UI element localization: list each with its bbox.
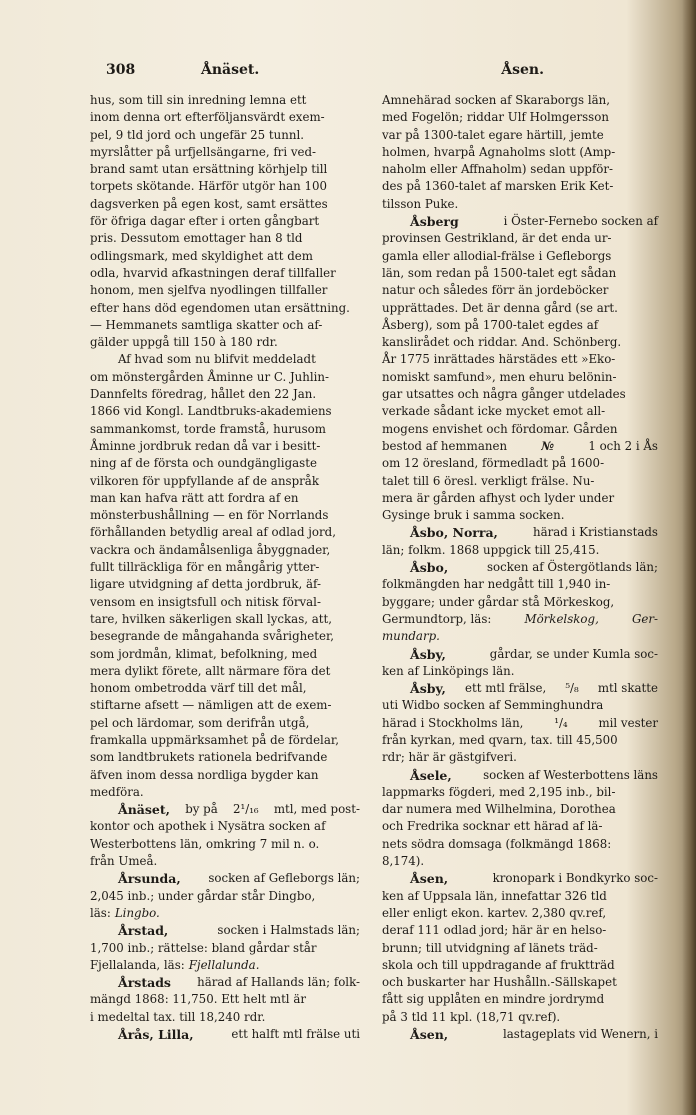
text-line: inom denna ort efterföljansvärdt exem- [90,110,325,125]
text-line: pris. Dessutom emottager han 8 tld [90,231,303,246]
entry-text: 1 och 2 i Ås [588,438,658,453]
text-line [90,957,360,974]
text-line: mönsterbushållning — en för Norrlands [90,508,329,523]
correction-italic: Lingbo. [114,905,160,920]
text-line: om mönstergården Åminne ur C. Juhlin- [90,369,329,384]
entry-text: mtl, med post- [273,802,360,817]
entry-text: Fjellalanda, läs: [90,957,185,972]
text-line: naholm eller Affnaholm) sedan uppför- [382,162,614,177]
text-line: tilsson Puke. [382,196,459,211]
text-line: talet till 6 öresl. verkligt frälse. Nu- [382,473,595,488]
correction-italic: Mörkelskog, [524,611,599,626]
entry-text: mtl skatte [597,681,658,696]
entry-headword: Åsby, [410,681,446,697]
text-line: mogens envishet och fördomar. Gården [382,421,618,436]
entry-arstad [90,922,360,939]
text-line: 2,045 inb.; under gårdar står Dingbo, [90,888,316,903]
text-line: nomiskt samfund», men ehuru belönin- [382,369,617,384]
entry-text: mil vester [598,715,658,730]
page-edge-shadow [682,0,696,1115]
entry-text: kronopark i Bondkyrko soc- [492,871,658,886]
entry-arsunda [90,870,360,887]
text-line: folkmängden har nedgått till 1,940 in- [382,577,611,592]
text-line: År 1775 inrättades härstädes ett »Eko- [382,352,616,367]
text-line: Åminne jordbruk redan då var i besitt- [90,438,321,453]
text-line: kanslirådet och riddar. And. Schönberg. [382,335,622,350]
fraction-value: ¹/₄ [554,715,568,730]
text-line: honom, men sjelfva nyodlingen tillfaller [90,283,328,298]
text-line: Westerbottens län, omkring 7 mil n. o. [90,836,320,851]
entry-text: i Öster-Fernebo socken af [503,214,658,229]
text-line: och buskarter har Hushålln.-Sällskapet [382,975,617,990]
text-line: kontor och apothek i Nysätra socken af [90,819,326,834]
text-line: holmen, hvarpå Agnaholms slott (Amp- [382,144,616,159]
text-line: stiftarne afsett — nämligen att de exem- [90,698,332,713]
text-line: man kan hafva rätt att fordra af en [90,490,299,505]
correction-italic: Fjellalunda. [188,957,260,972]
entry-text: lastageplats vid Wenern, i [502,1027,658,1042]
text-line: gar utsattes och några gånger utdelades [382,387,626,402]
text-line [382,611,658,628]
entry-headword: Årstad, [118,923,169,939]
entry-text: Germundtorp, läs: [382,611,492,626]
text-line: förhållanden betydlig areal af odlad jord, [90,525,336,540]
text-line: 1,700 inb.; rättelse: bland gårdar står [90,940,317,955]
entry-text: läs: [90,905,111,920]
text-line: fått sig upplåten en mindre jordrymd [382,992,605,1007]
entry-headword: Årstads [118,975,171,991]
entry-text: härad i Stockholms län, [382,715,524,730]
text-line: län, som redan på 1500-talet egt sådan [382,265,617,280]
text-line: gamla eller allodial-frälse i Gefleborgs [382,248,612,263]
text-line: fullt tillräckliga för en mångårig ytter- [90,560,320,575]
entry-text: bestod af hemmanen [382,438,508,453]
text-line: besegrande de mångahanda svårigheter, [90,629,335,644]
entry-headword: Årås, Lilla, [118,1027,194,1043]
text-line: odla, hvarvid afkastningen deraf tillfaller [90,265,336,280]
text-line [90,905,360,922]
entry-text: socken af Gefleborgs län; [208,871,360,886]
text-line: vilkoren för uppfyllande af de anspråk [90,473,319,488]
text-line: medföra. [90,784,144,799]
entry-asberg [382,213,658,230]
text-line: Amnehärad socken af Skaraborgs län, [382,93,611,107]
entry-headword: Ånäset, [118,802,171,818]
text-line: Dannfelts föredrag, hållet den 22 Jan. [90,387,317,402]
text-line: skola och till uppdragande af fruktträd [382,957,615,972]
text-line: Gysinge bruk i samma socken. [382,508,565,523]
entry-text: gårdar, se under Kumla soc- [489,646,658,661]
text-line: från kyrkan, med qvarn, tax. till 45,500 [382,732,618,747]
text-line: myrslåtter på urfjellsängarne, fri ved- [90,144,317,159]
text-line: odlingsmark, med skyldighet att dem [90,248,313,263]
entry-asby-1 [382,646,658,663]
text-line: län; folkm. 1868 uppgick till 25,415. [382,542,600,557]
header-right-keyword: Åsen. [501,62,544,78]
text-line: sammankomst, torde framstå, hurusom [90,421,326,436]
text-line: mängd 1868: 11,750. Ett helt mtl är [90,992,307,1007]
entry-asby-2 [382,680,658,697]
text-line: från Umeå. [90,854,158,869]
text-line: nets södra domsaga (folkmängd 1868: [382,836,612,851]
header-left-keyword: Ånäset. [201,62,260,78]
entry-text: ett halft mtl frälse uti [231,1027,360,1042]
entry-headword: Åsen, [410,871,449,887]
text-line: rdr; här är gästgifveri. [382,750,517,765]
text-line: med Fogelön; riddar Ulf Holmgersson [382,110,609,125]
text-line: framkalla uppmärksamhet på de fördelar, [90,732,339,747]
entry-headword: Åsbo, [410,560,449,576]
page-number: 308 [106,62,136,78]
text-line: uti Widbo socken af Semminghundra [382,698,604,713]
text-line: gälder uppgå till 150 à 180 rdr. [90,335,278,350]
text-line: ken af Uppsala län, innefattar 326 tld [382,888,607,903]
text-line: hus, som till sin inredning lemna ett [90,93,307,107]
text-line: torpets skötande. Härför utgör han 100 [90,179,327,194]
text-line: efter hans död egendomen utan ersättning. [90,300,350,315]
fraction-value: ⁵/₈ [565,681,579,696]
entry-headword: Åsby, [410,646,446,662]
text-line [382,628,658,645]
text-line: dagsverken på egen kost, samt ersättes [90,196,328,211]
entry-arstads [90,974,360,991]
entry-asbo-norra [382,524,658,541]
text-line: deraf 111 odlad jord; här är en helso- [382,923,607,938]
text-line: lappmarks fögderi, med 2,195 inb., bil- [382,784,616,799]
text-line: brand samt utan ersättning körhjelp till [90,162,328,177]
fraction-value: 2¹/₁₆ [232,802,259,817]
text-line [382,438,658,455]
entry-asen-1 [382,870,658,887]
entry-text: socken af Östergötlands län; [486,560,658,575]
text-line: pel, 9 tld jord och ungefär 25 tunnl. [90,127,304,142]
left-text-column [90,92,360,1043]
entry-headword: Årsunda, [118,871,181,887]
entry-headword: Åsen, [410,1027,449,1043]
text-line: verkade sådant icke mycket emot all- [382,404,606,419]
text-line: upprättades. Det är denna gård (se art. [382,300,618,315]
text-line: mera är gården afhyst och lyder under [382,490,615,505]
right-text-column [382,92,658,1043]
text-line: brunn; till utvidgning af länets träd- [382,940,598,955]
text-line: ning af de första och oundgängligaste [90,456,317,471]
entry-asen-2 [382,1026,658,1043]
text-line: pel och lärdomar, som derifrån utgå, [90,715,310,730]
entry-text: socken i Halmstads län; [217,923,360,938]
text-line: 1866 vid Kongl. Landtbruks-akademiens [90,404,332,419]
entry-anaset [90,801,360,818]
correction-italic: Ger- [631,611,658,626]
text-line: var på 1300-talet egare härtill, jemte [382,127,604,142]
text-line: byggare; under gårdar stå Mörkeskog, [382,594,615,609]
text-line: Åsberg), som på 1700-talet egdes af [382,317,599,332]
text-line: 8,174). [382,854,425,869]
text-line: Af hvad som nu blifvit meddeladt [118,352,316,367]
text-line: tare, hvilken säkerligen skall lyckas, att, [90,611,333,626]
text-line: eller enligt ekon. kartev. 2,380 qv.ref, [382,905,607,920]
text-line: des på 1360-talet af marsken Erik Ket- [382,179,614,194]
text-line: i medeltal tax. till 18,240 rdr. [90,1009,266,1024]
text-line: för öfriga dagar efter i orten gångbart [90,214,320,229]
text-line: och Fredrika socknar ett härad af lä- [382,819,603,834]
entry-text: ett mtl frälse, [464,681,547,696]
entry-asbo [382,559,658,576]
text-line: — Hemmanets samtliga skatter och af- [90,317,323,332]
text-line [382,715,658,732]
entry-headword: Åsele, [410,767,452,783]
text-line: natur och således förr än jordeböcker [382,283,609,298]
text-line: om 12 öresland, förmedladt på 1600- [382,456,605,471]
entry-aras-lilla [90,1026,360,1043]
text-line: mera dylikt förete, allt närmare föra det [90,663,331,678]
entry-text: by på [185,802,218,817]
text-line: som jordmån, klimat, befolkning, med [90,646,318,661]
entry-text: socken af Westerbottens läns [483,767,658,782]
entry-text: härad i Kristianstads [533,525,658,540]
entry-headword: Åsbo, Norra, [410,525,498,541]
correction-italic: mundarp. [382,629,440,644]
text-line: vensom en insigtsfull och nitisk förval- [90,594,321,609]
text-line: ligare utvidgning af detta jordbruk, äf- [90,577,321,592]
text-line: äfven inom dessa nordliga bygder kan [90,767,319,782]
text-line: honom ombetrodda värf till det mål, [90,681,307,696]
text-line: ken af Linköpings län. [382,663,515,678]
entry-asele [382,767,658,784]
numero-sign: № [541,438,555,453]
running-header [106,62,662,82]
text-line: vackra och ändamålsenliga åbyggnader, [90,542,331,557]
entry-headword: Åsberg [410,214,459,230]
text-line: på 3 tld 11 kpl. (18,71 qv.ref). [382,1009,561,1024]
text-line: provinsen Gestrikland, är det enda ur- [382,231,612,246]
text-line: som landtbrukets rationela bedrifvande [90,750,328,765]
text-line: dar numera med Wilhelmina, Dorothea [382,802,616,817]
entry-text: härad af Hallands län; folk- [197,975,360,990]
